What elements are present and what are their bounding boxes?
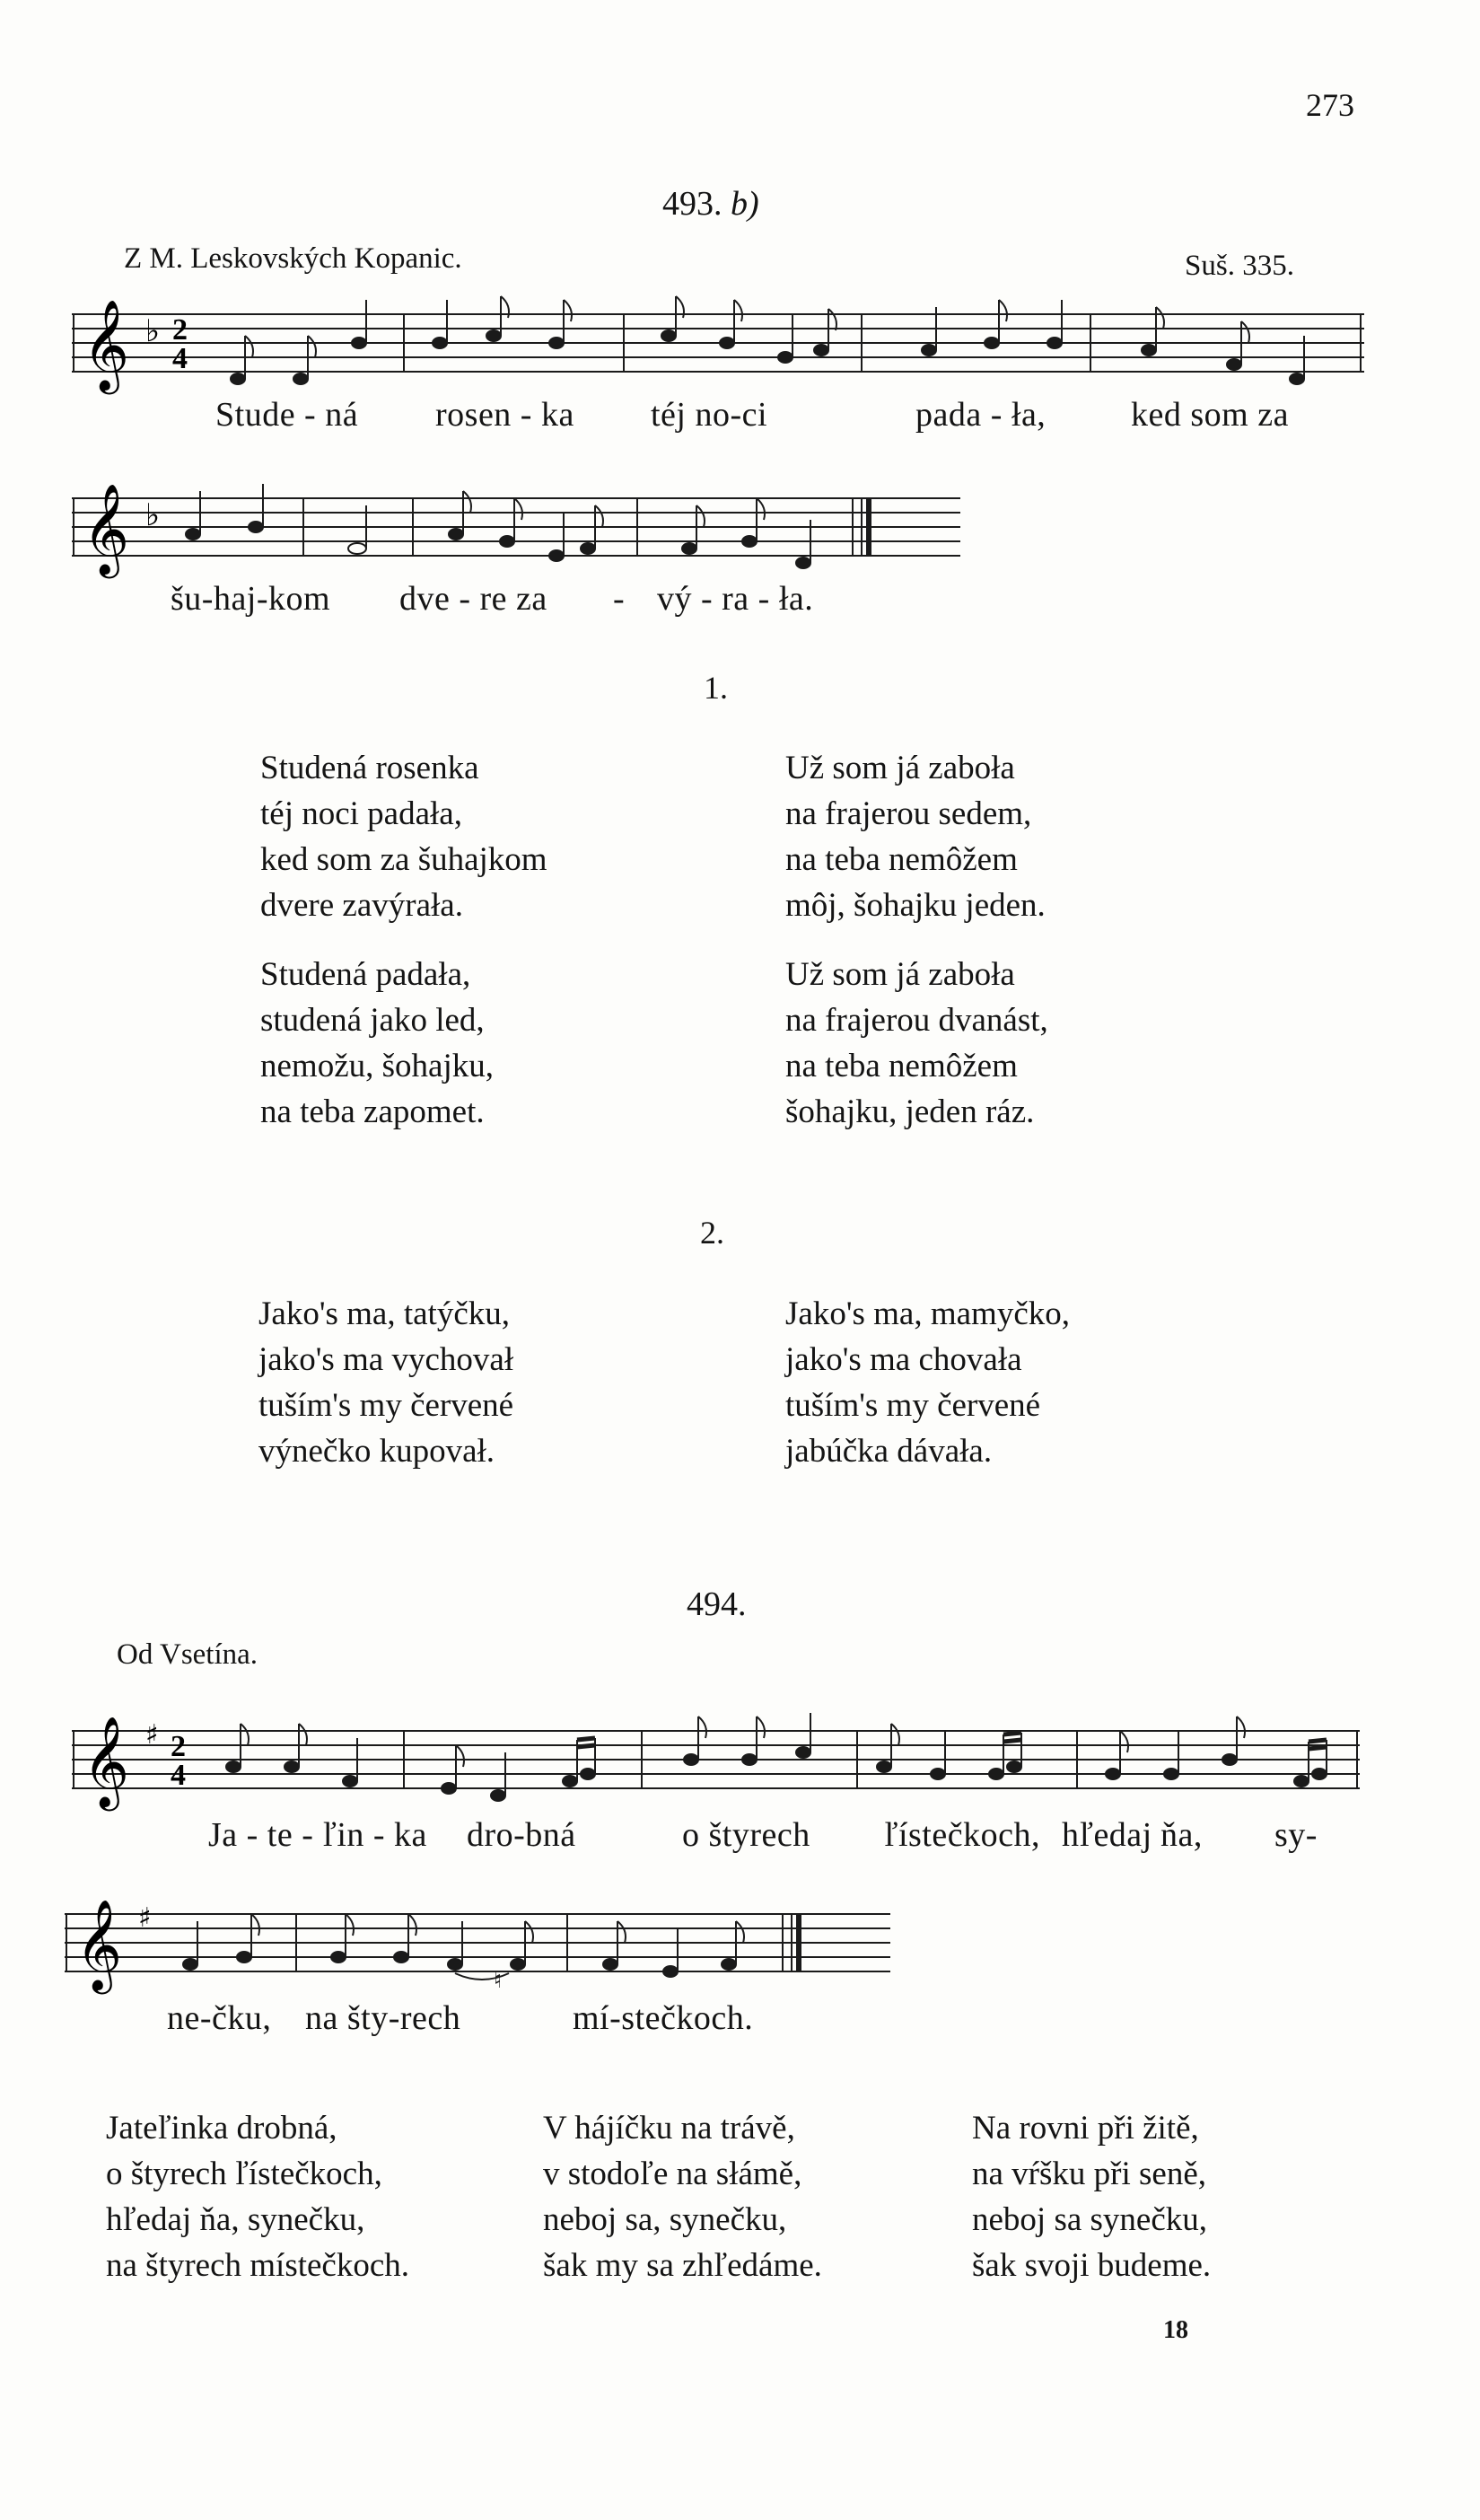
source-right: Suš. 335.: [1185, 250, 1294, 282]
stanza: Už som já zaboła na frajerou sedem, na teba nemôžem môj, šohajku jeden.: [785, 750, 1046, 924]
stanza: Studená rosenka téj noci padała, ked som za šuhajkom dvere zavýrała.: [260, 750, 547, 924]
treble-clef-icon: 𝄞: [83, 482, 130, 575]
flat-icon: ♭: [145, 313, 161, 349]
song-variant: b): [731, 185, 759, 223]
verse-number: 1.: [704, 670, 728, 706]
svg-text:2: 2: [172, 313, 188, 347]
svg-text:4: 4: [172, 342, 188, 375]
treble-clef-icon: 𝄞: [83, 298, 130, 391]
song-number: 494.: [687, 1585, 747, 1623]
svg-text:2: 2: [171, 1730, 186, 1763]
sharp-icon: ♯: [145, 1719, 159, 1751]
music-staff: [65, 1896, 890, 2013]
verse-number: 2.: [700, 1215, 724, 1251]
flat-icon: ♭: [145, 497, 161, 533]
stanza: V hájíčku na trávě, v stodoľe na słámě, neboj sa, synečku, šak my sa zhľedáme.: [543, 2110, 822, 2284]
sheet-signature: 18: [1163, 2316, 1188, 2344]
treble-clef-icon: 𝄞: [83, 1715, 130, 1807]
stanza: Jako's ma, tatýčku, jako's ma vychovał tuším's my červené výnečko kupovał.: [258, 1295, 514, 1470]
sharp-icon: ♯: [138, 1902, 152, 1934]
music-staff: [72, 480, 960, 588]
stanza: Jako's ma, mamyčko, jako's ma chovała tuším's my červené jabúčka dávała.: [785, 1295, 1070, 1470]
song-title: [687, 1585, 747, 1624]
stanza: Na rovni při žitě, na vŕšku při seně, neboj sa synečku, šak svoji budeme.: [972, 2110, 1212, 2284]
music-staff: [72, 1713, 1360, 1830]
song-title: [662, 184, 759, 224]
svg-text:4: 4: [171, 1759, 186, 1792]
page-number: 273: [1306, 87, 1354, 123]
natural-icon: ♮: [494, 1967, 503, 1993]
stanza: Jateľinka drobná, o štyrech ľístečkoch, hľedaj ňa, synečku, na štyrech místečkoch.: [106, 2110, 410, 2284]
stanza: Studená padała, studená jako led, nemožu, šohajku, na teba zapomet.: [260, 956, 494, 1130]
treble-clef-icon: 𝄞: [75, 1898, 123, 1990]
stanza: Už som já zaboła na frajerou dvanást, na teba nemôžem šohajku, jeden ráz.: [785, 956, 1048, 1130]
song-number: 493.: [662, 185, 722, 223]
source-left: Z M. Leskovských Kopanic.: [124, 242, 462, 275]
source-left: Od Vsetína.: [117, 1638, 258, 1671]
